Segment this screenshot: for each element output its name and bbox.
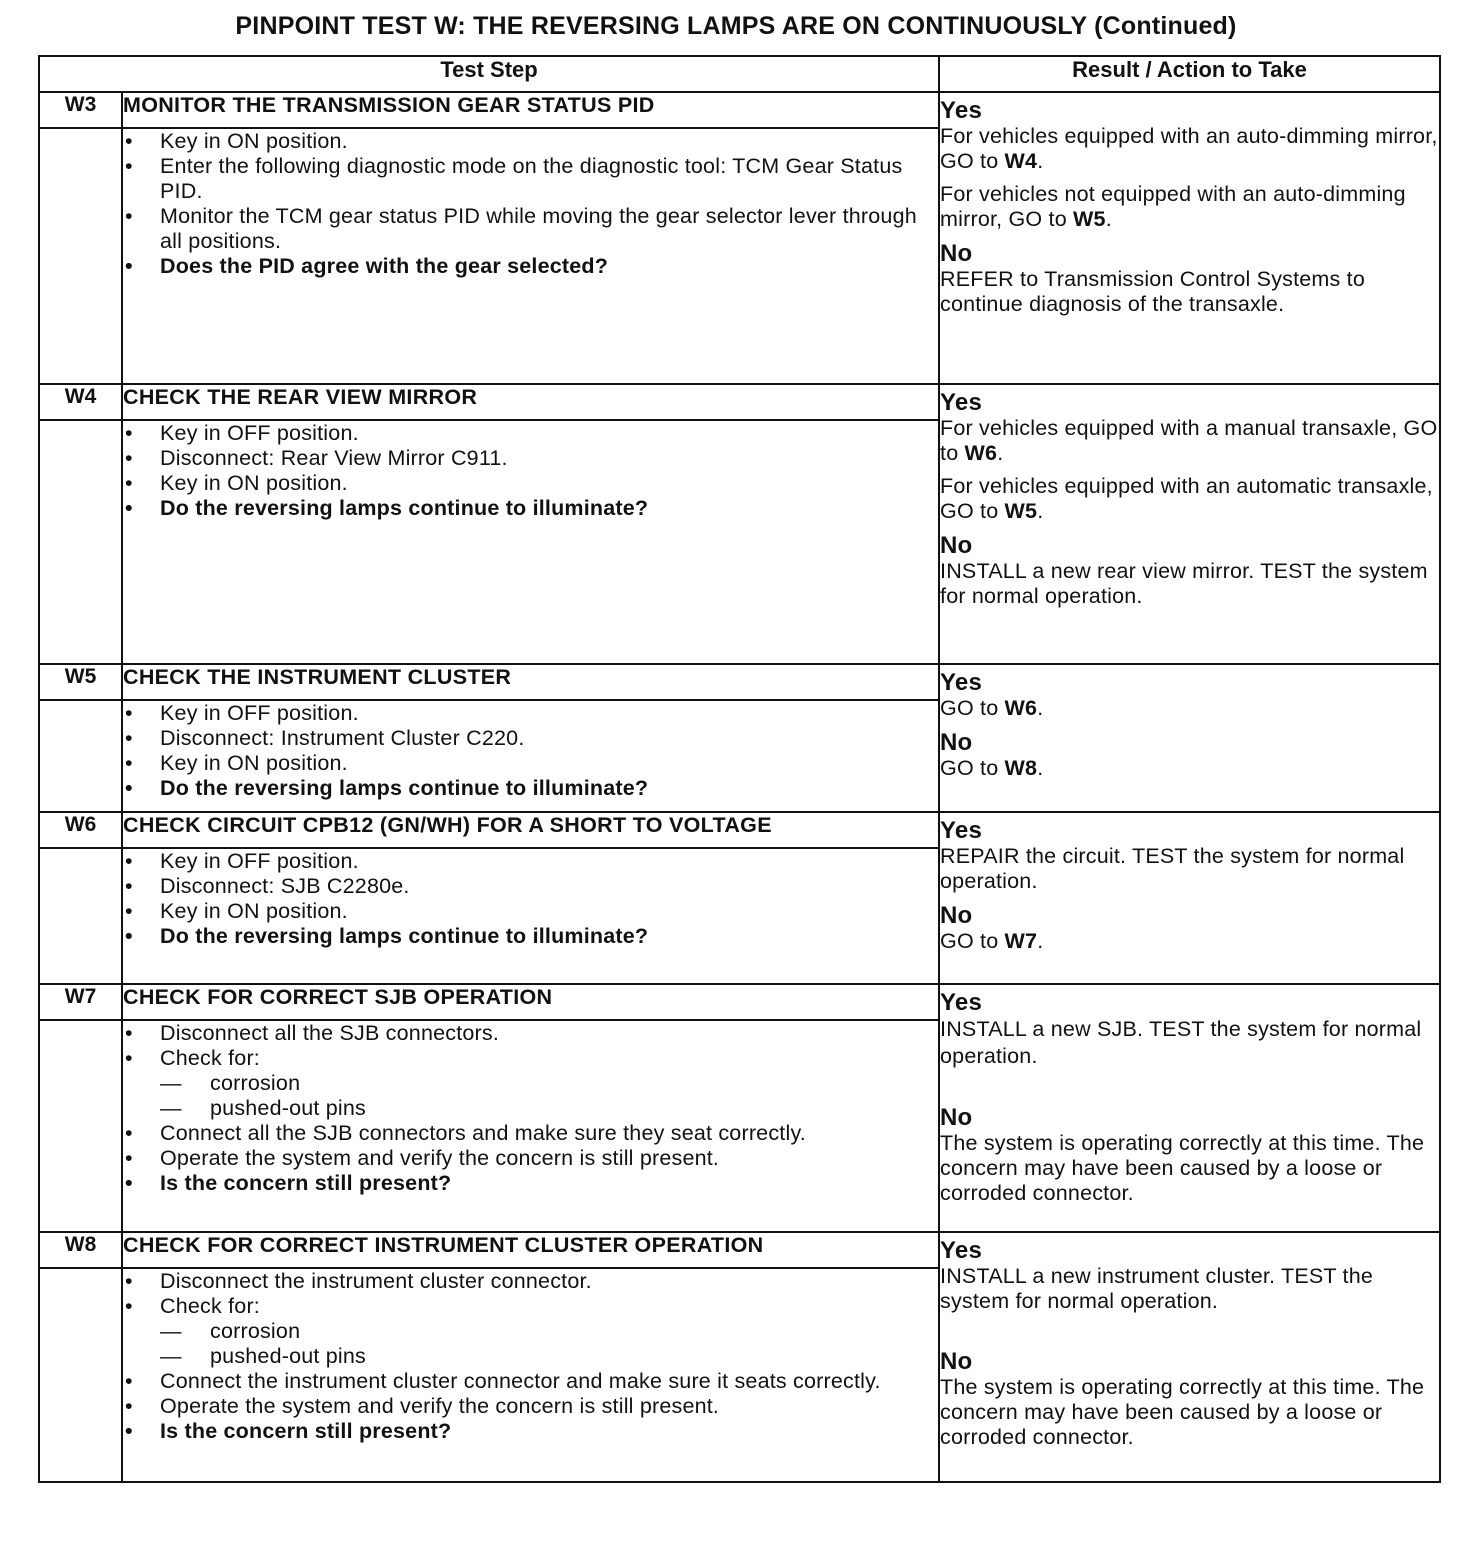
step-instructions xyxy=(122,128,939,384)
empty-cell xyxy=(39,420,122,664)
sub-list-item: — pushed-out pins xyxy=(123,1344,938,1369)
yes-label: Yes xyxy=(940,97,982,124)
step-ref: W4 xyxy=(1004,149,1038,173)
list-item: • Key in ON position. xyxy=(123,129,938,154)
list-item: • Disconnect the instrument cluster connector. xyxy=(123,1269,938,1294)
step-ref: W7 xyxy=(1004,929,1038,953)
result-cell xyxy=(939,384,1440,664)
step-ref: W6 xyxy=(1004,696,1038,720)
question-item: • Do the reversing lamps continue to illuminate? xyxy=(123,924,938,949)
step-title: CHECK FOR CORRECT INSTRUMENT CLUSTER OPERATION xyxy=(122,1232,939,1268)
step-instructions xyxy=(122,420,939,664)
page-title: PINPOINT TEST W: THE REVERSING LAMPS ARE ON CONTINUOUSLY (Continued) xyxy=(235,12,1237,40)
step-title: CHECK THE INSTRUMENT CLUSTER xyxy=(122,664,939,700)
yes-label: Yes xyxy=(940,669,982,696)
step-id: W5 xyxy=(39,664,122,700)
empty-cell xyxy=(39,1020,122,1232)
list-item: • Check for: xyxy=(123,1046,938,1071)
list-item: • Enter the following diagnostic mode on the diagnostic tool: TCM Gear Status PID. xyxy=(123,154,938,204)
step-row-w7 xyxy=(39,984,1440,1020)
list-item: • Disconnect: Instrument Cluster C220. xyxy=(123,726,938,751)
yes-label: Yes xyxy=(940,989,982,1016)
no-label: No xyxy=(940,902,973,929)
pinpoint-test-table xyxy=(38,55,1441,1483)
step-instructions xyxy=(122,1020,939,1232)
step-id: W4 xyxy=(39,384,122,420)
list-item: • Key in ON position. xyxy=(123,899,938,924)
no-label: No xyxy=(940,240,973,267)
no-action: INSTALL a new rear view mirror. TEST the system for normal operation. xyxy=(940,559,1428,608)
yes-action: INSTALL a new SJB. TEST the system for normal operation. xyxy=(940,1017,1422,1068)
step-row-w3 xyxy=(39,92,1440,128)
yes-label: Yes xyxy=(940,389,982,416)
list-item: • Connect all the SJB connectors and make sure they seat correctly. xyxy=(123,1121,938,1146)
result-cell xyxy=(939,1232,1440,1482)
step-instructions xyxy=(122,848,939,984)
step-row-w6 xyxy=(39,812,1440,848)
step-title: MONITOR THE TRANSMISSION GEAR STATUS PID xyxy=(122,92,939,128)
list-item: • Check for: xyxy=(123,1294,938,1319)
step-ref: W8 xyxy=(1004,756,1038,780)
list-item: • Monitor the TCM gear status PID while moving the gear selector lever through all positions. xyxy=(123,204,938,254)
step-instructions xyxy=(122,1268,939,1482)
empty-cell xyxy=(39,1268,122,1482)
step-id: W7 xyxy=(39,984,122,1020)
yes-action: INSTALL a new instrument cluster. TEST the system for normal operation. xyxy=(940,1264,1374,1313)
list-item: • Disconnect: Rear View Mirror C911. xyxy=(123,446,938,471)
empty-cell xyxy=(39,700,122,812)
question-item: • Does the PID agree with the gear selected? xyxy=(123,254,938,279)
yes-action: For vehicles equipped with a manual transaxle, GO to W6. xyxy=(940,416,1438,465)
step-id: W8 xyxy=(39,1232,122,1268)
step-id: W6 xyxy=(39,812,122,848)
step-title: CHECK CIRCUIT CPB12 (GN/WH) FOR A SHORT TO VOLTAGE xyxy=(122,812,939,848)
no-label: No xyxy=(940,1348,973,1375)
list-item: • Key in ON position. xyxy=(123,471,938,496)
result-cell xyxy=(939,664,1440,812)
yes-action: For vehicles equipped with an auto-dimming mirror, GO to W4. xyxy=(940,124,1438,173)
result-cell xyxy=(939,984,1440,1232)
question-item: • Do the reversing lamps continue to illuminate? xyxy=(123,496,938,521)
step-ref: W5 xyxy=(1073,207,1106,231)
no-action: The system is operating correctly at this time. The concern may have been caused by a loose or corroded connector. xyxy=(940,1375,1425,1449)
header-test-step: Test Step xyxy=(39,56,939,92)
sub-list-item: — pushed-out pins xyxy=(123,1096,938,1121)
yes-label: Yes xyxy=(940,1237,982,1264)
question-item: • Is the concern still present? xyxy=(123,1419,938,1444)
list-item: • Key in OFF position. xyxy=(123,421,938,446)
step-row-w4 xyxy=(39,384,1440,420)
no-label: No xyxy=(940,1104,973,1131)
yes-action: For vehicles equipped with an automatic transaxle, GO to W5. xyxy=(940,474,1433,523)
no-label: No xyxy=(940,532,973,559)
list-item: • Key in OFF position. xyxy=(123,849,938,874)
yes-action: GO to W6. xyxy=(940,696,1044,720)
list-item: • Operate the system and verify the concern is still present. xyxy=(123,1394,938,1419)
empty-cell xyxy=(39,128,122,384)
header-result: Result / Action to Take xyxy=(939,56,1440,92)
sub-list-item: — corrosion xyxy=(123,1319,938,1344)
list-item: • Disconnect: SJB C2280e. xyxy=(123,874,938,899)
yes-action: For vehicles not equipped with an auto-dimming mirror, GO to W5. xyxy=(940,182,1406,231)
list-item: • Key in ON position. xyxy=(123,751,938,776)
empty-cell xyxy=(39,848,122,984)
step-id: W3 xyxy=(39,92,122,128)
result-cell xyxy=(939,812,1440,984)
step-row-w5 xyxy=(39,664,1440,700)
list-item: • Connect the instrument cluster connector and make sure it seats correctly. xyxy=(123,1369,938,1394)
table-header-row xyxy=(39,56,1440,92)
step-title: CHECK THE REAR VIEW MIRROR xyxy=(122,384,939,420)
step-ref: W5 xyxy=(1004,499,1038,523)
step-row-w8 xyxy=(39,1232,1440,1268)
question-item: • Is the concern still present? xyxy=(123,1171,938,1196)
step-title: CHECK FOR CORRECT SJB OPERATION xyxy=(122,984,939,1020)
yes-label: Yes xyxy=(940,817,982,844)
step-instructions xyxy=(122,700,939,812)
no-action: GO to W7. xyxy=(940,929,1044,953)
step-ref: W6 xyxy=(964,441,998,465)
list-item: • Key in OFF position. xyxy=(123,701,938,726)
no-action: GO to W8. xyxy=(940,756,1044,780)
list-item: • Disconnect all the SJB connectors. xyxy=(123,1021,938,1046)
result-cell xyxy=(939,92,1440,384)
no-action: The system is operating correctly at this time. The concern may have been caused by a loose or corroded connector. xyxy=(940,1131,1425,1205)
question-item: • Do the reversing lamps continue to illuminate? xyxy=(123,776,938,801)
yes-action: REPAIR the circuit. TEST the system for normal operation. xyxy=(940,844,1405,893)
list-item: • Operate the system and verify the concern is still present. xyxy=(123,1146,938,1171)
sub-list-item: — corrosion xyxy=(123,1071,938,1096)
no-label: No xyxy=(940,729,973,756)
no-action: REFER to Transmission Control Systems to continue diagnosis of the transaxle. xyxy=(940,267,1365,316)
